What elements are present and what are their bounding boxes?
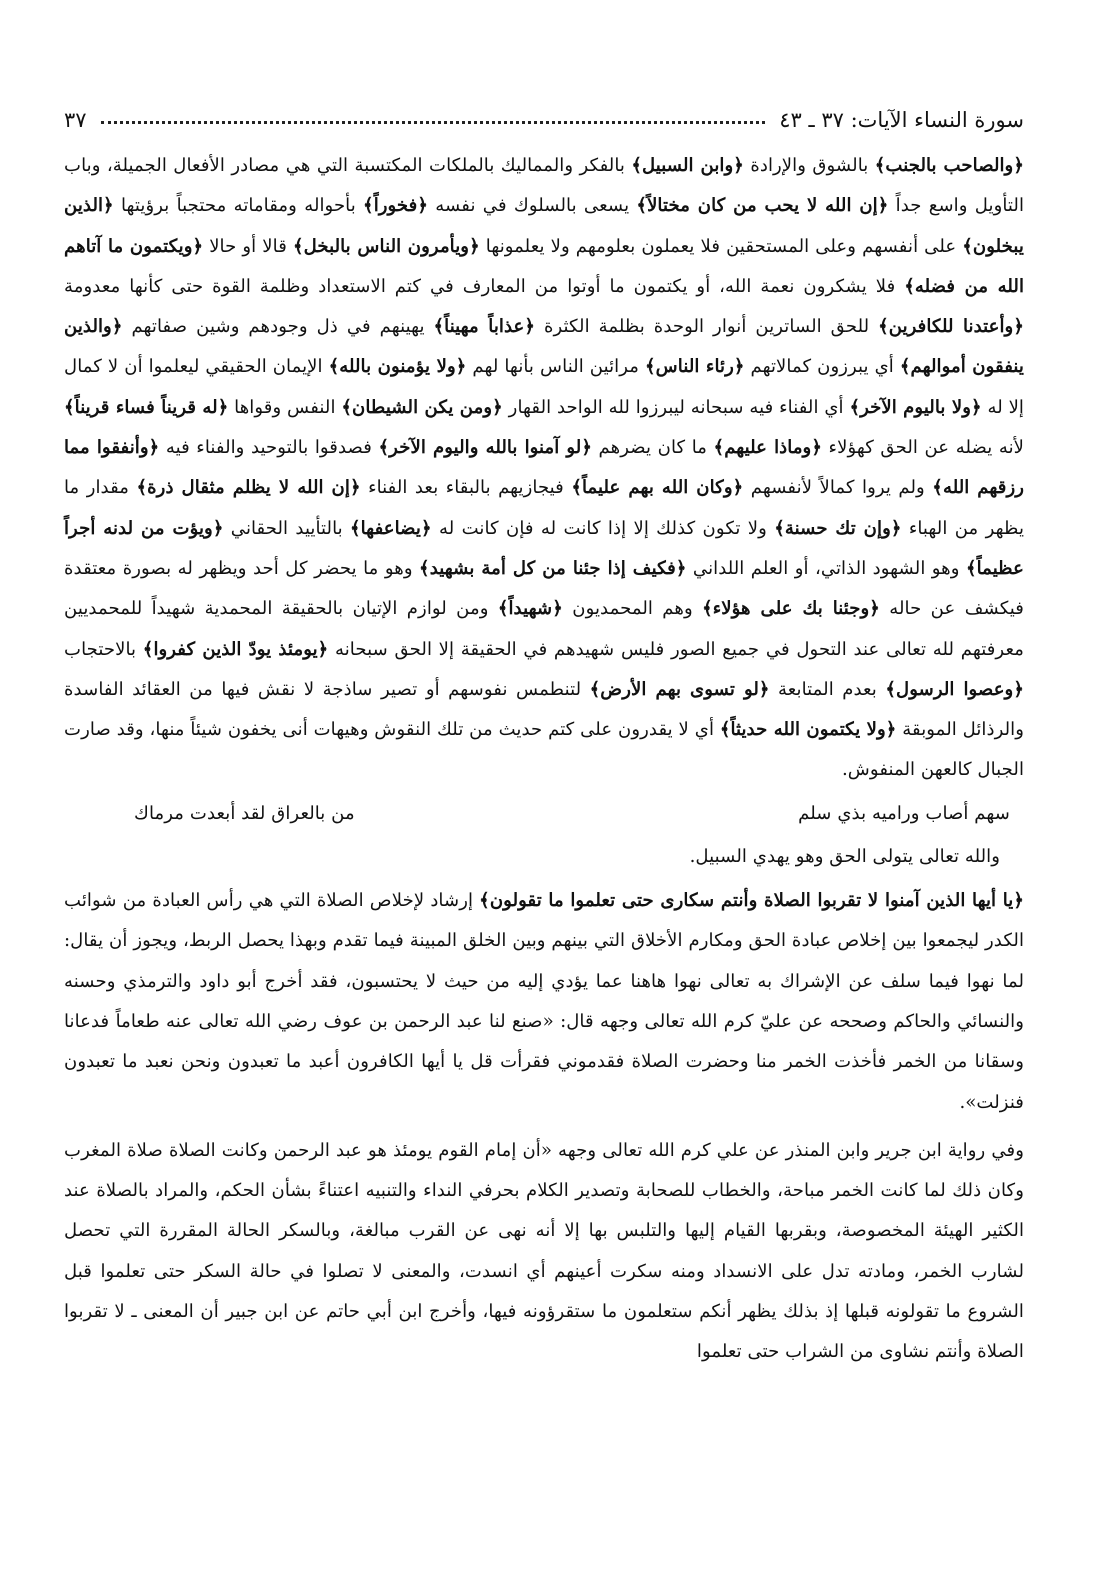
quran-quote: ﴿إن الله لا يحب من كان مختالاً﴾: [636, 195, 889, 217]
commentary-text: لتنطمس نفوسهم أو تصير ساذجة لا نقش فيها من العقائد الفاسدة والرذائل الموبقة: [64, 678, 1025, 741]
commentary-text: ما كان يضرهم: [591, 437, 714, 459]
commentary-text: وفي رواية ابن جرير وابن المنذر عن علي كرم الله تعالى وجهه «أن إمام القوم يومئذ هو عبد الرحمن وكانت الصلاة صلاة المغرب وكان ذلك لما كانت الخمر مباحة، والخطاب للصحابة وتصدير الكلام بحرفي النداء والتنبيه اعتناءً بشأن الحكم، والمراد بالصلاة عند الكثير الهيئة المخصوصة، وبقربها القيام إليها والتلبس بها إلا أنه نهى عن القرب مبالغة، وبالسكر الحالة المقررة التي تحصل لشارب الخمر، ومادته تدل على الانسداد ومنه سكرت أعينهم أي انسدت، والمعنى لا تصلوا في حالة السكر حتى تعلموا قبل الشروع ما تقولونه قبلها إذ بذلك يظهر أنكم ستعلمون ما ستقرؤونه فيها، وأخرج ابن أبي حاتم عن ابن جبير أن المعنى ـ لا تقربوا الصلاة وأنتم نشاوى من الشراب حتى تعلموا: [64, 1139, 1024, 1363]
quran-quote: ﴿ولا باليوم الآخر﴾: [849, 396, 982, 418]
quran-quote: ﴿وأنفقوا مما رزقهم الله﴾: [64, 437, 1025, 499]
quran-quote: ﴿الذين يبخلون﴾: [64, 195, 1024, 257]
quran-quote: ﴿فكيف إذا جئنا من كل أمة بشهيد﴾: [419, 557, 687, 579]
quran-quote: ﴿لو تسوى بهم الأرض﴾: [589, 678, 770, 700]
main-text: [64, 146, 1024, 1373]
header-leader-dots: [101, 121, 766, 124]
verse-second-hemistich: من بالعراق لقد أبعدت مرماك: [134, 802, 355, 824]
quran-quote: ﴿ولا يكتمون الله حديثاً﴾: [719, 719, 897, 741]
commentary-text: بالفكر والمماليك بالملكات المكتسبة التي هي مصادر الأفعال الجميلة، وباب التأويل واسع جداً: [64, 155, 1025, 217]
commentary-text: أي لا يقدرون على كتم حديث من تلك النقوش وهيهات أنى يخفون شيئاً منها، وقد صارت الجبال كالعهن المنفوش.: [64, 719, 1024, 781]
commentary-text: ومن لوازم الإتيان بالحقيقة المحمدية شهيداً للمحمديين معرفتهم لله تعالى عند التحول في جميع الصور فليس شهيدهم في الحقيقة إلا الحق سبحانه: [64, 598, 1024, 660]
quran-quote: ﴿ومن يكن الشيطان﴾: [341, 396, 503, 418]
commentary-text: مرائين الناس بأنها لهم: [466, 356, 645, 378]
book-page: [64, 92, 1024, 1373]
quran-quote: ﴿إن الله لا يظلم مثقال ذرة﴾: [136, 477, 361, 499]
quran-quote: ﴿له قريناً فساء قريناً﴾: [64, 396, 229, 418]
quran-quote: ﴿شهيداً﴾: [497, 598, 563, 620]
commentary-text: لأنه يضله عن الحق كهؤلاء: [822, 437, 1025, 459]
quran-quote: ﴿ويأمرون الناس بالبخل﴾: [292, 235, 480, 257]
commentary-text: وهو ما يحضر كل أحد ويظهر له بصورة معتقدة فيكشف عن حاله: [64, 557, 1024, 620]
commentary-text: ولم يروا كمالاً لأنفسهم: [743, 477, 933, 499]
quran-quote: ﴿عذاباً مهيناً﴾: [433, 316, 536, 338]
commentary-text: يسعى بالسلوك في نفسه: [428, 195, 637, 217]
closing-line: والله تعالى يتولى الحق وهو يهدي السبيل.: [689, 845, 1000, 867]
quran-quote: ﴿والذين ينفقون أموالهم﴾: [64, 316, 1024, 378]
quran-quote: ﴿وأعتدنا للكافرين﴾: [878, 316, 1024, 338]
commentary-text: يهينهم في ذل وجودهم وشين صفاتهم: [122, 316, 434, 338]
commentary-text: على أنفسهم وعلى المستحقين فلا يعملون بعلومهم ولا يعلمونها: [479, 235, 963, 257]
commentary-text: أي يبرزون كمالاتهم: [744, 356, 900, 378]
verse-first-hemistich: سهم أصاب وراميه بذي سلم: [798, 802, 1010, 824]
quran-quote: ﴿لو آمنوا بالله واليوم الآخر﴾: [378, 437, 592, 459]
commentary-text: وهو الشهود الذاتي، أو العلم اللداني: [686, 557, 966, 579]
commentary-text: ولا تكون كذلك إلا إذا كانت له فإن كانت له: [431, 517, 775, 539]
running-header: [64, 92, 1024, 132]
quran-quote: ﴿ولا يؤمنون بالله﴾: [328, 356, 467, 378]
quran-quote: ﴿وماذا عليهم﴾: [713, 437, 822, 459]
commentary-text: مقدار ما يظهر من الهباء: [64, 477, 1025, 539]
paragraph-verse-43: [64, 877, 1024, 1123]
commentary-text: بالتأييد الحقاني: [223, 517, 350, 539]
commentary-text: بالشوق والإرادة: [743, 155, 875, 176]
commentary-text: بأحواله ومقاماته محتجباً برؤيتها: [113, 195, 364, 217]
quran-quote: ﴿فخوراً﴾: [363, 195, 429, 217]
commentary-text: أي الفناء فيه سبحانه ليبرزوا لله الواحد القهار: [502, 396, 850, 418]
quran-quote: ﴿يا أيها الذين آمنوا لا تقربوا الصلاة وأنتم سكارى حتى تعلموا ما تقولون﴾: [479, 890, 1025, 912]
commentary-text: للحق الساترين أنوار الوحدة بظلمة الكثرة: [535, 316, 879, 338]
poetry-verse: [64, 791, 1024, 837]
quran-quote: ﴿وإن تك حسنة﴾: [774, 517, 902, 539]
commentary-text: الإيمان الحقيقي ليعلموا أن لا كمال إلا له: [64, 356, 1024, 418]
header-title: سورة النساء الآيات: ٣٧ ـ ٤٣: [779, 108, 1024, 132]
quran-quote: ﴿والصاحب بالجنب﴾: [874, 155, 1024, 176]
quran-quote: ﴿يومئذ يودّ الذين كفروا﴾: [142, 638, 329, 660]
page-number: ٣٧: [64, 108, 87, 132]
commentary-text: بالاحتجاب: [64, 638, 143, 660]
quran-quote: ﴿وكان الله بهم عليماً﴾: [571, 477, 744, 499]
commentary-text: قالا أو حالا: [203, 235, 293, 257]
paragraph-commentary: [64, 146, 1024, 791]
commentary-text: النفس وقواها: [228, 396, 342, 418]
quran-quote: ﴿يضاعفها﴾: [349, 517, 432, 539]
commentary-text: بعدم المتابعة: [769, 678, 886, 700]
commentary-text: فصدقوا بالتوحيد والفناء فيه: [159, 437, 379, 459]
commentary-text: إرشاد لإخلاص الصلاة التي هي رأس العبادة من شوائب الكدر ليجمعوا بين إخلاص عبادة الحق ومكارم الأخلاق التي بينهم وبين الخلق المبينة فيما تقدم وبهذا يحصل الربط، ويجوز أن يقال: لما نهوا فيما سلف عن الإشراك به تعالى نهوا هاهنا عما يؤدي إليه من حيث لا يحتسبون، فقد أخرج أبو داود والترمذي وحسنه والنسائي والحاكم وصححه عن عليّ كرم الله تعالى وجهه قال: «صنع لنا عبد الرحمن بن عوف رضي الله تعالى عنه طعاماً فدعانا وسقانا من الخمر فأخذت الخمر منا وحضرت الصلاة فقدموني فقرأت قل يا أيها الكافرون أعبد ما تعبدون ونحن نعبد ما تعبدون فنزلت».: [64, 890, 1024, 1113]
quran-quote: ﴿وعصوا الرسول﴾: [885, 678, 1024, 700]
paragraph-narration: [64, 1131, 1024, 1373]
commentary-text: فيجازيهم بالبقاء بعد الفناء: [360, 477, 572, 499]
commentary-text: وهم المحمديون: [562, 598, 703, 620]
commentary-text: فلا يشكرون نعمة الله، أو يكتمون ما أوتوا من المعارف في كتم الاستعداد وظلمة القوة حتى كأنها معدومة: [64, 275, 905, 297]
quran-quote: ﴿ويؤت من لدنه أجراً عظيماً﴾: [64, 517, 1024, 579]
quran-quote: ﴿رئاء الناس﴾: [644, 356, 745, 378]
quran-quote: ﴿ويكتمون ما آتاهم الله من فضله﴾: [64, 235, 1024, 297]
quran-quote: ﴿وجئنا بك على هؤلاء﴾: [702, 598, 880, 620]
quran-quote: ﴿وابن السبيل﴾: [631, 155, 744, 176]
